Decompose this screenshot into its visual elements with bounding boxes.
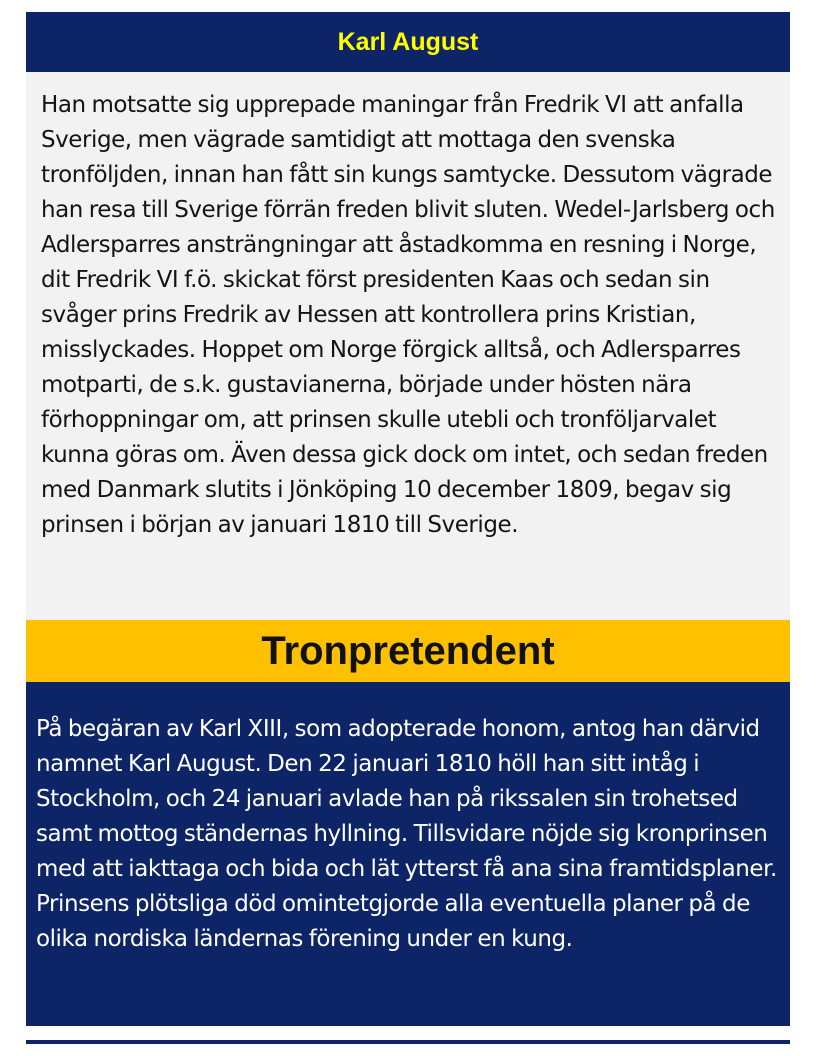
section-banner (26, 620, 790, 682)
section-panel (26, 682, 790, 1026)
bottom-divider (26, 1040, 790, 1044)
section-paragraph: På begäran av Karl XIII, som adopterade honom, antog han därvid namnet Karl August. Den 22 januari 1810 höll han sitt intåg i Stockholm, och 24 januari avlade han på rikssalen sin trohetsed samt mottog ständernas hyllning. Tillsvidare nöjde sig kronprinsen med att iakttaga och bida och lät ytterst få ana sina framtidsplaner. Prinsens plötsliga död omintetgjorde alla eventuella planer på de olika nordiska ländernas förening under en kung. (36, 716, 777, 952)
section-heading: Tronpretendent (261, 628, 555, 673)
intro-panel (26, 72, 790, 620)
intro-paragraph: Han motsatte sig upprepade maningar från Fredrik VI att anfalla Sverige, men vägrade samtidigt att mottaga den svenska tronföljden, innan han fått sin kungs samtycke. Dessutom vägrade han resa till Sverige förrän freden blivit sluten. Wedel-Jarlsberg och Adlersparres ansträngningar att åstadkomma en resning i Norge, dit Fredrik VI f.ö. skickat först presidenten Kaas och sedan sin svåger prins Fredrik av Hessen att kontrollera prins Kristian, misslyckades. Hoppet om Norge förgick alltså, och Adlersparres motparti, de s.k. gustavianerna, började under hösten nära förhoppningar om, att prinsen skulle utebli och tronföljarvalet kunna göras om. Även dessa gick dock om intet, och sedan freden med Danmark slutits i Jönköping 10 december 1809, begav sig prinsen i början av januari 1810 till Sverige. (41, 92, 775, 538)
page-title: Karl August (337, 27, 479, 56)
title-banner (26, 12, 790, 72)
